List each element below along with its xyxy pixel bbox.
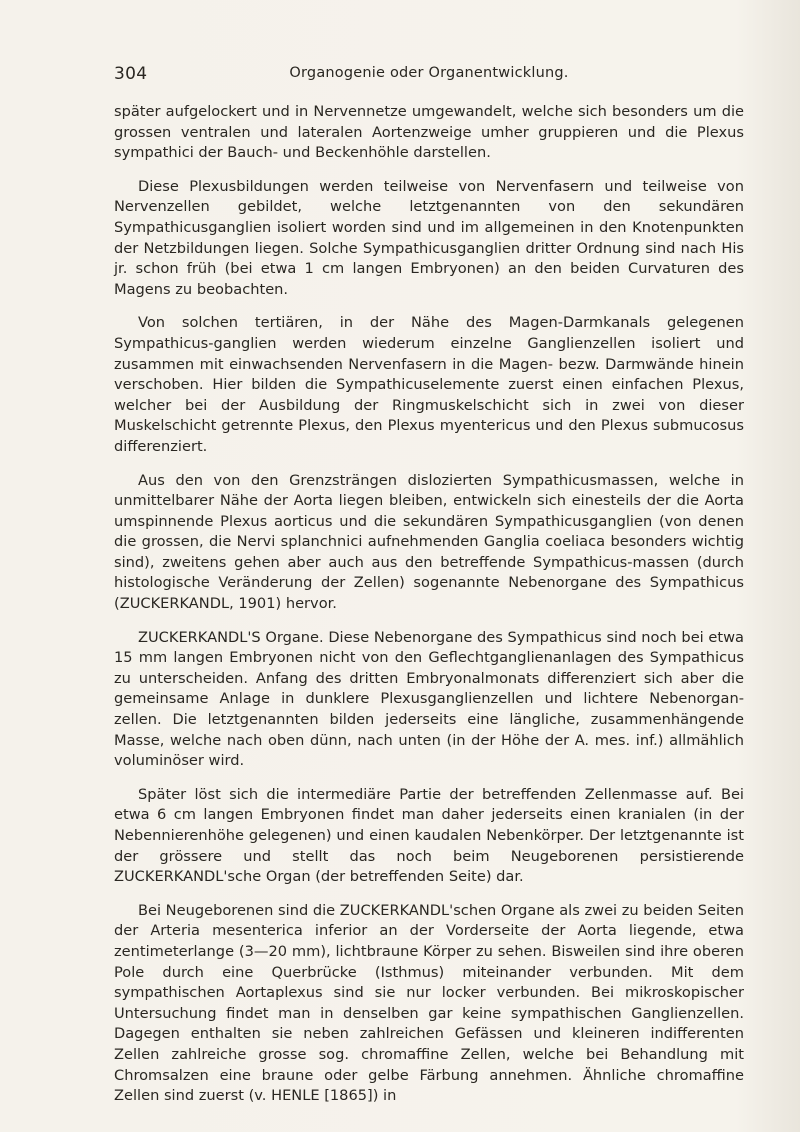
page-header [114, 64, 744, 88]
paragraph-4: Aus den von den Grenzsträngen dislozierten Sympathicusmassen, welche in unmittelbarer Nähe der Aorta liegen bleiben, entwickeln sich einesteils der die Aorta umspinnende Plexus aorticus und die sekundären Sympathicusganglien (von denen die grossen, die Nervi splanchnici aufnehmenden Ganglia coeliaca besonders wichtig sind), zweitens gehen aber auch aus den betreffende Sympathicus-massen (durch histologische Veränderung der Zellen) sogenannte Nebenorgane des Sympathicus (ZUCKERKANDL, 1901) hervor. [114, 471, 744, 613]
paragraph-7: Bei Neugeborenen sind die ZUCKERKANDL'schen Organe als zwei zu beiden Seiten der Arteria mesenterica inferior an der Vorderseite der Aorta liegende, etwa zentimeterlange (3—20 mm), lichtbraune Körper zu sehen. Bisweilen sind ihre oberen Pole durch eine Querbrücke (Isthmus) miteinander verbunden. Mit dem sympathischen Aortaplexus sind sie nur locker verbunden. Bei mikroskopischer Untersuchung findet man in denselben gar keine sympathischen Ganglienzellen. Dagegen enthalten sie neben zahlreichen Gefässen und kleineren indifferenten Zellen zahlreiche grosse sog. chromaffine Zellen, welche bei Behandlung mit Chromsalzen eine braune oder gelbe Färbung annehmen. Ähnliche chromaffine Zellen sind zuerst (v. HENLE [1865]) in [114, 901, 744, 1105]
paragraph-1: später aufgelockert und in Nervennetze umgewandelt, welche sich besonders um die grossen ventralen und lateralen Aortenzweige umher gruppieren und die Plexus sympathici der Bauch- und Beckenhöhle darstellen. [114, 103, 744, 162]
paragraph-5: ZUCKERKANDL'S Organe. Diese Nebenorgane des Sympathicus sind noch bei etwa 15 mm langen Embryonen nicht von den Geflechtganglienanlagen des Sympathicus zu unterscheiden. Anfang des dritten Embryonalmonats differenziert sich aber die gemeinsame Anlage in dunklere Plexusganglienzellen und lichtere Nebenorgan-zellen. Die letztgenannten bilden jederseits eine längliche, zusammenhängende Masse, welche nach oben dünn, nach unten (in der Höhe der A. mes. inf.) allmählich voluminöser wird. [114, 628, 744, 770]
body-text [114, 102, 744, 1120]
paragraph-6: Später löst sich die intermediäre Partie der betreffenden Zellenmasse auf. Bei etwa 6 cm langen Embryonen findet man daher jederseits einen kranialen (in der Nebennierenhöhe gelegenen) und einen kaudalen Nebenkörper. Der letztgenannte ist der grössere und stellt das noch beim Neugeborenen persistierende ZUCKERKANDL'sche Organ (der betreffenden Seite) dar. [114, 785, 744, 886]
paragraph-2: Diese Plexusbildungen werden teilweise von Nervenfasern und teilweise von Nervenzellen gebildet, welche letztgenannten von den sekundären Sympathicusganglien isoliert worden sind und im allgemeinen in den Knotenpunkten der Netzbildungen liegen. Solche Sympathicusganglien dritter Ordnung sind nach His jr. schon früh (bei etwa 1 cm langen Embryonen) an den beiden Curvaturen des Magens zu beobachten. [114, 177, 744, 298]
page-number: 304 [114, 64, 148, 84]
paragraph-3: Von solchen tertiären, in der Nähe des Magen-Darmkanals gelegenen Sympathicus-ganglien werden wiederum einzelne Ganglienzellen isoliert und zusammen mit einwachsenden Nervenfasern in die Magen- bezw. Darmwände hinein verschoben. Hier bilden die Sympathicuselemente zuerst einen einfachen Plexus, welcher bei der Ausbildung der Ringmuskelschicht sich in zwei von dieser Muskelschicht getrennte Plexus, den Plexus myentericus und den Plexus submucosus differenziert. [114, 314, 744, 455]
running-title: Organogenie oder Organentwicklung. [289, 65, 569, 81]
